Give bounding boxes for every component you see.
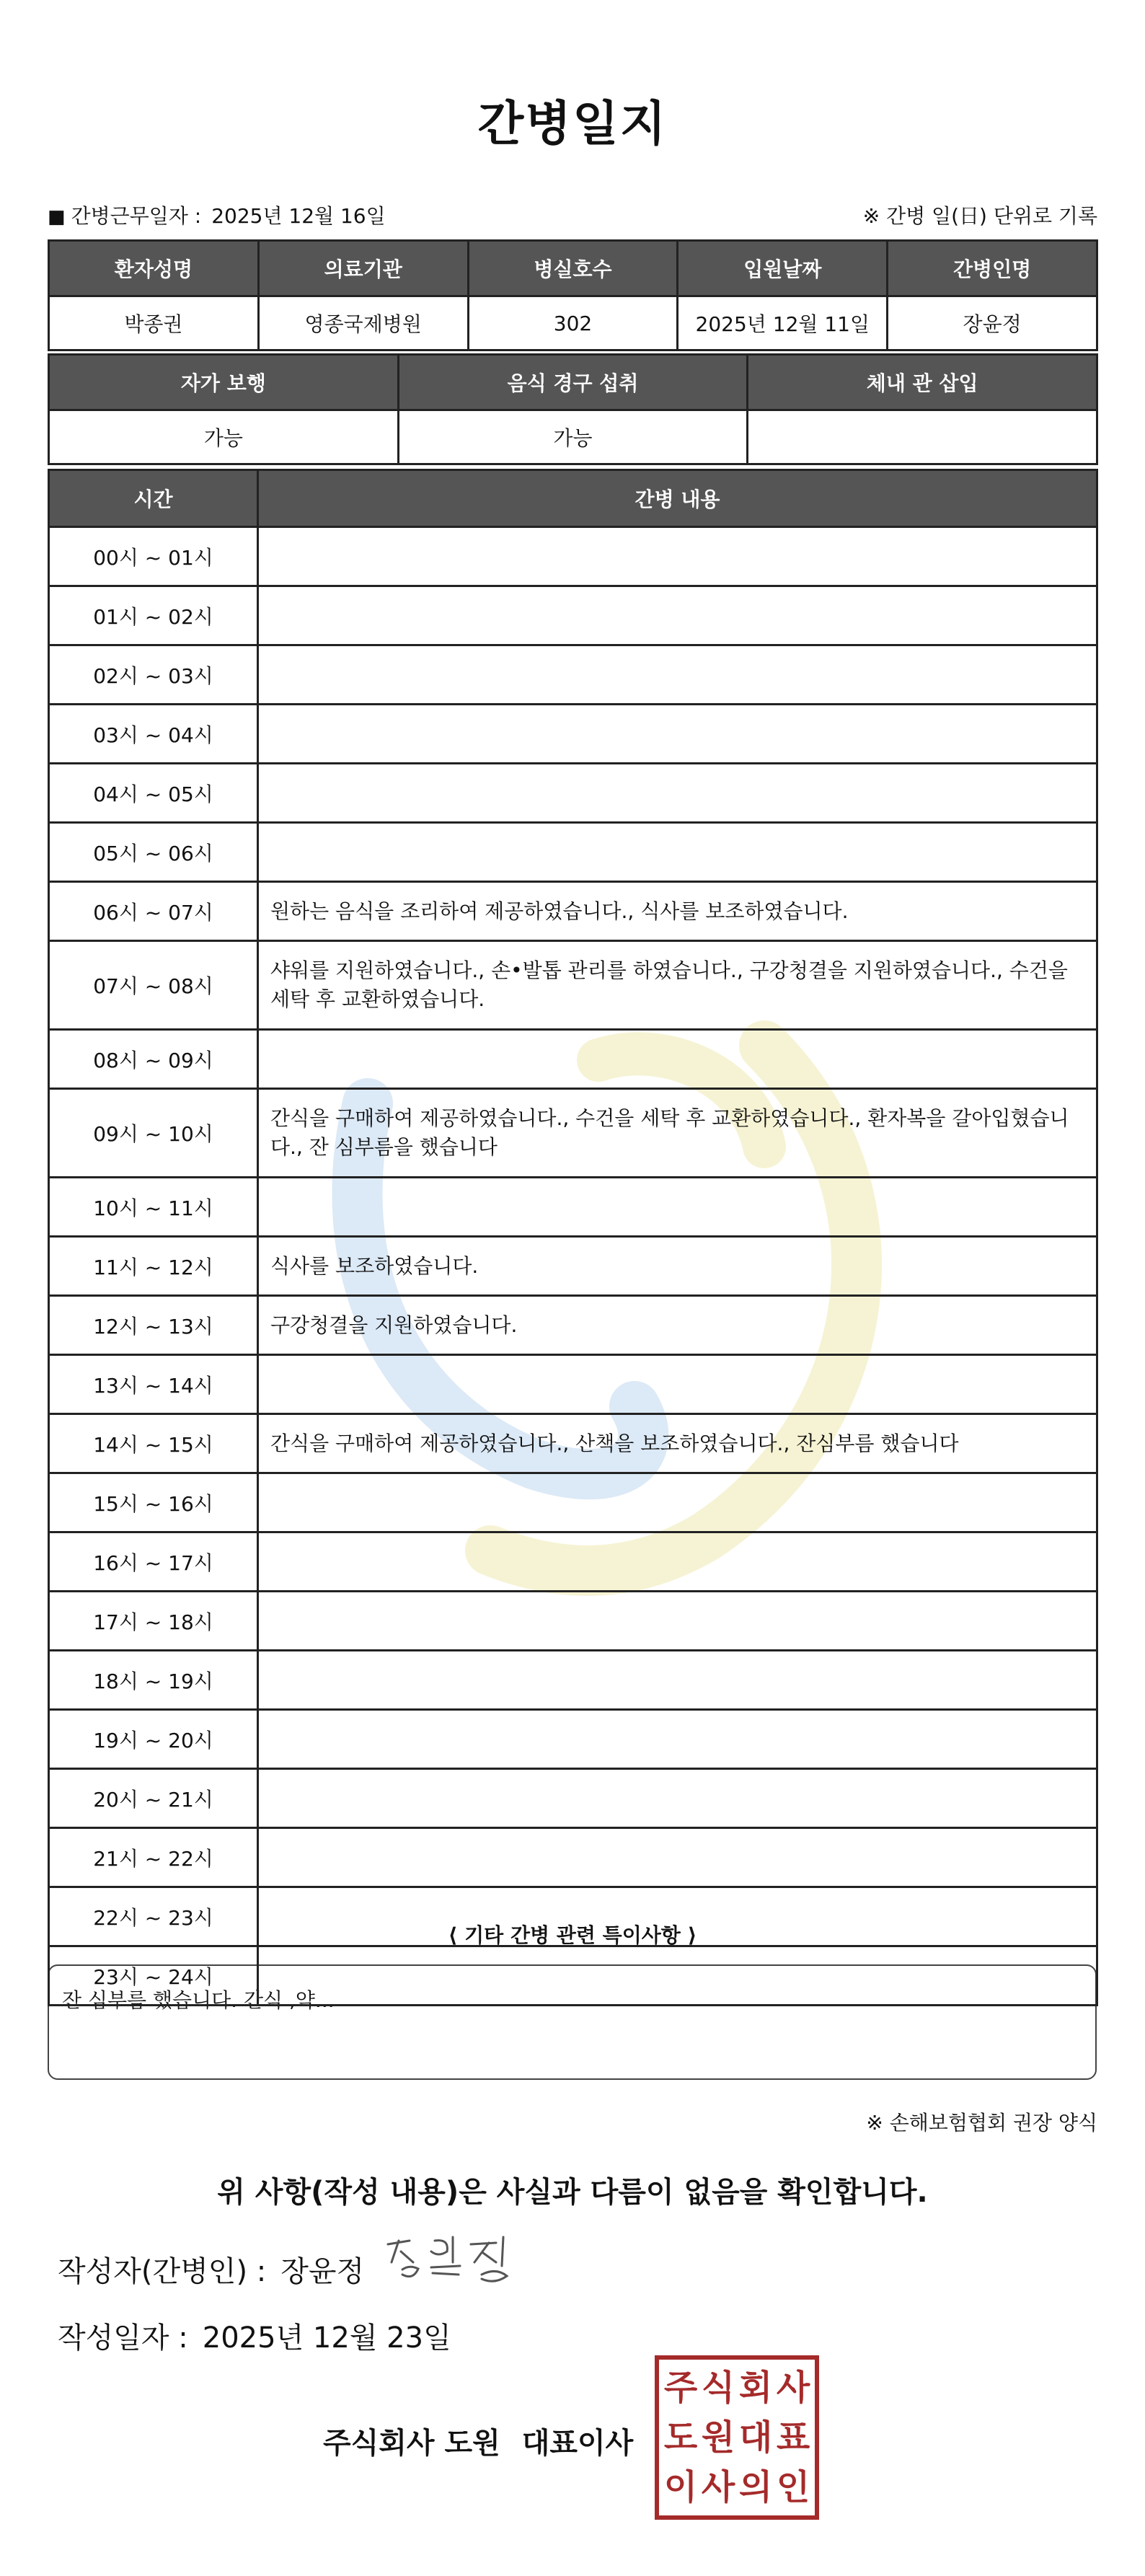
walking-status: 가능 bbox=[49, 410, 399, 464]
caregiver-name: 장윤정 bbox=[888, 296, 1097, 350]
unit-note: ※ 간병 일(日) 단위로 기록 bbox=[862, 204, 1097, 228]
log-content bbox=[258, 1592, 1097, 1651]
document-title: 간병일지 bbox=[477, 96, 668, 151]
header-patient-name: 환자성명 bbox=[49, 241, 259, 296]
care-log-row bbox=[49, 1592, 1097, 1651]
header-walking: 자가 보행 bbox=[49, 355, 399, 410]
care-log-row bbox=[49, 586, 1097, 645]
care-log-row bbox=[49, 1414, 1097, 1473]
log-time: 04시 ~ 05시 bbox=[49, 764, 258, 823]
patient-info-table bbox=[48, 239, 1098, 351]
log-content bbox=[258, 1532, 1097, 1592]
care-log-row bbox=[49, 1296, 1097, 1355]
patient-status-table bbox=[48, 353, 1098, 465]
work-date-value: 2025년 12월 16일 bbox=[211, 204, 386, 228]
company-signature-line bbox=[323, 2420, 633, 2461]
log-content bbox=[258, 1355, 1097, 1414]
log-time: 15시 ~ 16시 bbox=[49, 1473, 258, 1532]
header-oral-intake: 음식 경구 섭취 bbox=[398, 355, 748, 410]
log-time: 07시 ~ 08시 bbox=[49, 941, 258, 1030]
log-time: 10시 ~ 11시 bbox=[49, 1178, 258, 1237]
care-log-row bbox=[49, 645, 1097, 705]
care-log-row bbox=[49, 823, 1097, 882]
room-number: 302 bbox=[468, 296, 678, 350]
status-value-row bbox=[49, 410, 1097, 464]
status-header-row bbox=[49, 355, 1097, 410]
log-content bbox=[258, 1651, 1097, 1710]
log-time: 11시 ~ 12시 bbox=[49, 1237, 258, 1296]
log-time: 05시 ~ 06시 bbox=[49, 823, 258, 882]
hospital-name: 영종국제병원 bbox=[258, 296, 468, 350]
log-content bbox=[258, 527, 1097, 586]
header-caregiver: 간병인명 bbox=[888, 241, 1097, 296]
patient-name: 박종권 bbox=[49, 296, 259, 350]
log-content bbox=[258, 1030, 1097, 1089]
care-log-row bbox=[49, 1946, 1097, 2006]
write-date-row bbox=[58, 2315, 451, 2356]
log-content: 샤워를 지원하였습니다., 손•발톱 관리를 하였습니다., 구강청결을 지원하였습니다., 수건을 세탁 후 교환하였습니다. bbox=[258, 941, 1097, 1030]
header-admit-date: 입원날짜 bbox=[678, 241, 888, 296]
header-care-content: 간병 내용 bbox=[258, 470, 1097, 527]
admit-date: 2025년 12월 11일 bbox=[678, 296, 888, 350]
log-time: 02시 ~ 03시 bbox=[49, 645, 258, 705]
writer-row bbox=[58, 2249, 364, 2290]
seal-character: 주 bbox=[663, 2367, 698, 2408]
log-content bbox=[258, 1828, 1097, 1887]
log-time: 00시 ~ 01시 bbox=[49, 527, 258, 586]
log-time: 14시 ~ 15시 bbox=[49, 1414, 258, 1473]
log-time: 21시 ~ 22시 bbox=[49, 1828, 258, 1887]
care-log-row bbox=[49, 764, 1097, 823]
work-date-row bbox=[48, 200, 386, 229]
write-date-value: 2025년 12월 23일 bbox=[202, 2321, 451, 2355]
log-content: 식사를 보조하였습니다. bbox=[258, 1237, 1097, 1296]
log-time: 22시 ~ 23시 bbox=[49, 1887, 258, 1946]
care-log-row bbox=[49, 1178, 1097, 1237]
header-room: 병실호수 bbox=[468, 241, 678, 296]
care-log-table bbox=[48, 469, 1098, 2006]
tube-insertion-status bbox=[748, 410, 1097, 464]
oral-intake-status: 가능 bbox=[398, 410, 748, 464]
seal-character: 원 bbox=[701, 2417, 735, 2458]
log-content: 간식을 구매하여 제공하였습니다., 수건을 세탁 후 교환하였습니다., 환자복을 갈아입혔습니다., 잔 심부름을 했습니다 bbox=[258, 1089, 1097, 1178]
care-log-row bbox=[49, 1473, 1097, 1532]
care-log-row bbox=[49, 527, 1097, 586]
log-content bbox=[258, 586, 1097, 645]
work-date-label: 간병근무일자 : bbox=[71, 204, 202, 228]
patient-info-value-row bbox=[49, 296, 1097, 350]
log-content bbox=[258, 1473, 1097, 1532]
log-content bbox=[258, 1769, 1097, 1828]
seal-character: 의 bbox=[738, 2467, 773, 2508]
log-content bbox=[258, 823, 1097, 882]
company-seal-stamp bbox=[655, 2355, 819, 2520]
log-time: 13시 ~ 14시 bbox=[49, 1355, 258, 1414]
log-content bbox=[258, 1887, 1097, 1946]
seal-character: 회 bbox=[738, 2367, 773, 2408]
write-date-label: 작성일자 : bbox=[58, 2321, 188, 2355]
log-time: 17시 ~ 18시 bbox=[49, 1592, 258, 1651]
care-log-row bbox=[49, 1089, 1097, 1178]
log-time: 23시 ~ 24시 bbox=[49, 1946, 258, 2006]
seal-character: 식 bbox=[701, 2367, 735, 2408]
log-time: 16시 ~ 17시 bbox=[49, 1532, 258, 1592]
log-content: 구강청결을 지원하였습니다. bbox=[258, 1296, 1097, 1355]
log-time: 19시 ~ 20시 bbox=[49, 1710, 258, 1769]
seal-character: 이 bbox=[663, 2467, 698, 2508]
care-log-header-row bbox=[49, 470, 1097, 527]
writer-name: 장윤정 bbox=[280, 2255, 365, 2288]
log-time: 06시 ~ 07시 bbox=[49, 882, 258, 941]
writer-label: 작성자(간병인) : bbox=[58, 2255, 267, 2288]
care-log-row bbox=[49, 1030, 1097, 1089]
seal-character: 대 bbox=[738, 2417, 773, 2458]
log-time: 03시 ~ 04시 bbox=[49, 705, 258, 764]
log-content bbox=[258, 705, 1097, 764]
log-time: 12시 ~ 13시 bbox=[49, 1296, 258, 1355]
care-log-row bbox=[49, 941, 1097, 1030]
special-notes-title: ⟨ 기타 간병 관련 특이사항 ⟩ bbox=[448, 1923, 697, 1947]
log-time: 20시 ~ 21시 bbox=[49, 1769, 258, 1828]
log-content bbox=[258, 764, 1097, 823]
care-log-row bbox=[49, 1828, 1097, 1887]
header-time: 시간 bbox=[49, 470, 258, 527]
care-log-body bbox=[49, 527, 1097, 2006]
log-time: 08시 ~ 09시 bbox=[49, 1030, 258, 1089]
recommend-note: ※ 손해보험협회 권장 양식 bbox=[866, 2111, 1097, 2135]
care-log-row bbox=[49, 1237, 1097, 1296]
seal-character: 표 bbox=[776, 2417, 810, 2458]
log-time: 01시 ~ 02시 bbox=[49, 586, 258, 645]
care-log-row bbox=[49, 1769, 1097, 1828]
care-log-row bbox=[49, 882, 1097, 941]
care-log-row bbox=[49, 1355, 1097, 1414]
header-hospital: 의료기관 bbox=[258, 241, 468, 296]
seal-character: 인 bbox=[776, 2467, 810, 2508]
care-log-row bbox=[49, 705, 1097, 764]
company-name: 주식회사 도원 bbox=[323, 2427, 500, 2460]
patient-info-header-row bbox=[49, 241, 1097, 296]
log-content bbox=[258, 1710, 1097, 1769]
log-content bbox=[258, 645, 1097, 705]
log-content: 원하는 음식을 조리하여 제공하였습니다., 식사를 보조하였습니다. bbox=[258, 882, 1097, 941]
square-bullet-icon: ■ bbox=[48, 206, 66, 228]
care-log-row bbox=[49, 1532, 1097, 1592]
log-content bbox=[258, 1946, 1097, 2006]
care-log-row bbox=[49, 1651, 1097, 1710]
care-log-row bbox=[49, 1887, 1097, 1946]
header-tube-insertion: 체내 관 삽입 bbox=[748, 355, 1097, 410]
seal-character: 사 bbox=[701, 2467, 735, 2508]
log-time: 18시 ~ 19시 bbox=[49, 1651, 258, 1710]
handwritten-signature bbox=[381, 2223, 525, 2295]
log-time: 09시 ~ 10시 bbox=[49, 1089, 258, 1178]
log-content: 간식을 구매하여 제공하였습니다., 산책을 보조하였습니다., 잔심부름 했습니다 bbox=[258, 1414, 1097, 1473]
seal-character: 사 bbox=[776, 2367, 810, 2408]
confirm-statement: 위 사항(작성 내용)은 사실과 다름이 없음을 확인합니다. bbox=[217, 2176, 928, 2209]
care-log-row bbox=[49, 1710, 1097, 1769]
special-notes-box: 잔 심부름 했습니다. 간식 ,약... bbox=[48, 1964, 1097, 2080]
log-content bbox=[258, 1178, 1097, 1237]
representative-title: 대표이사 bbox=[521, 2427, 634, 2460]
seal-character: 도 bbox=[663, 2417, 698, 2458]
